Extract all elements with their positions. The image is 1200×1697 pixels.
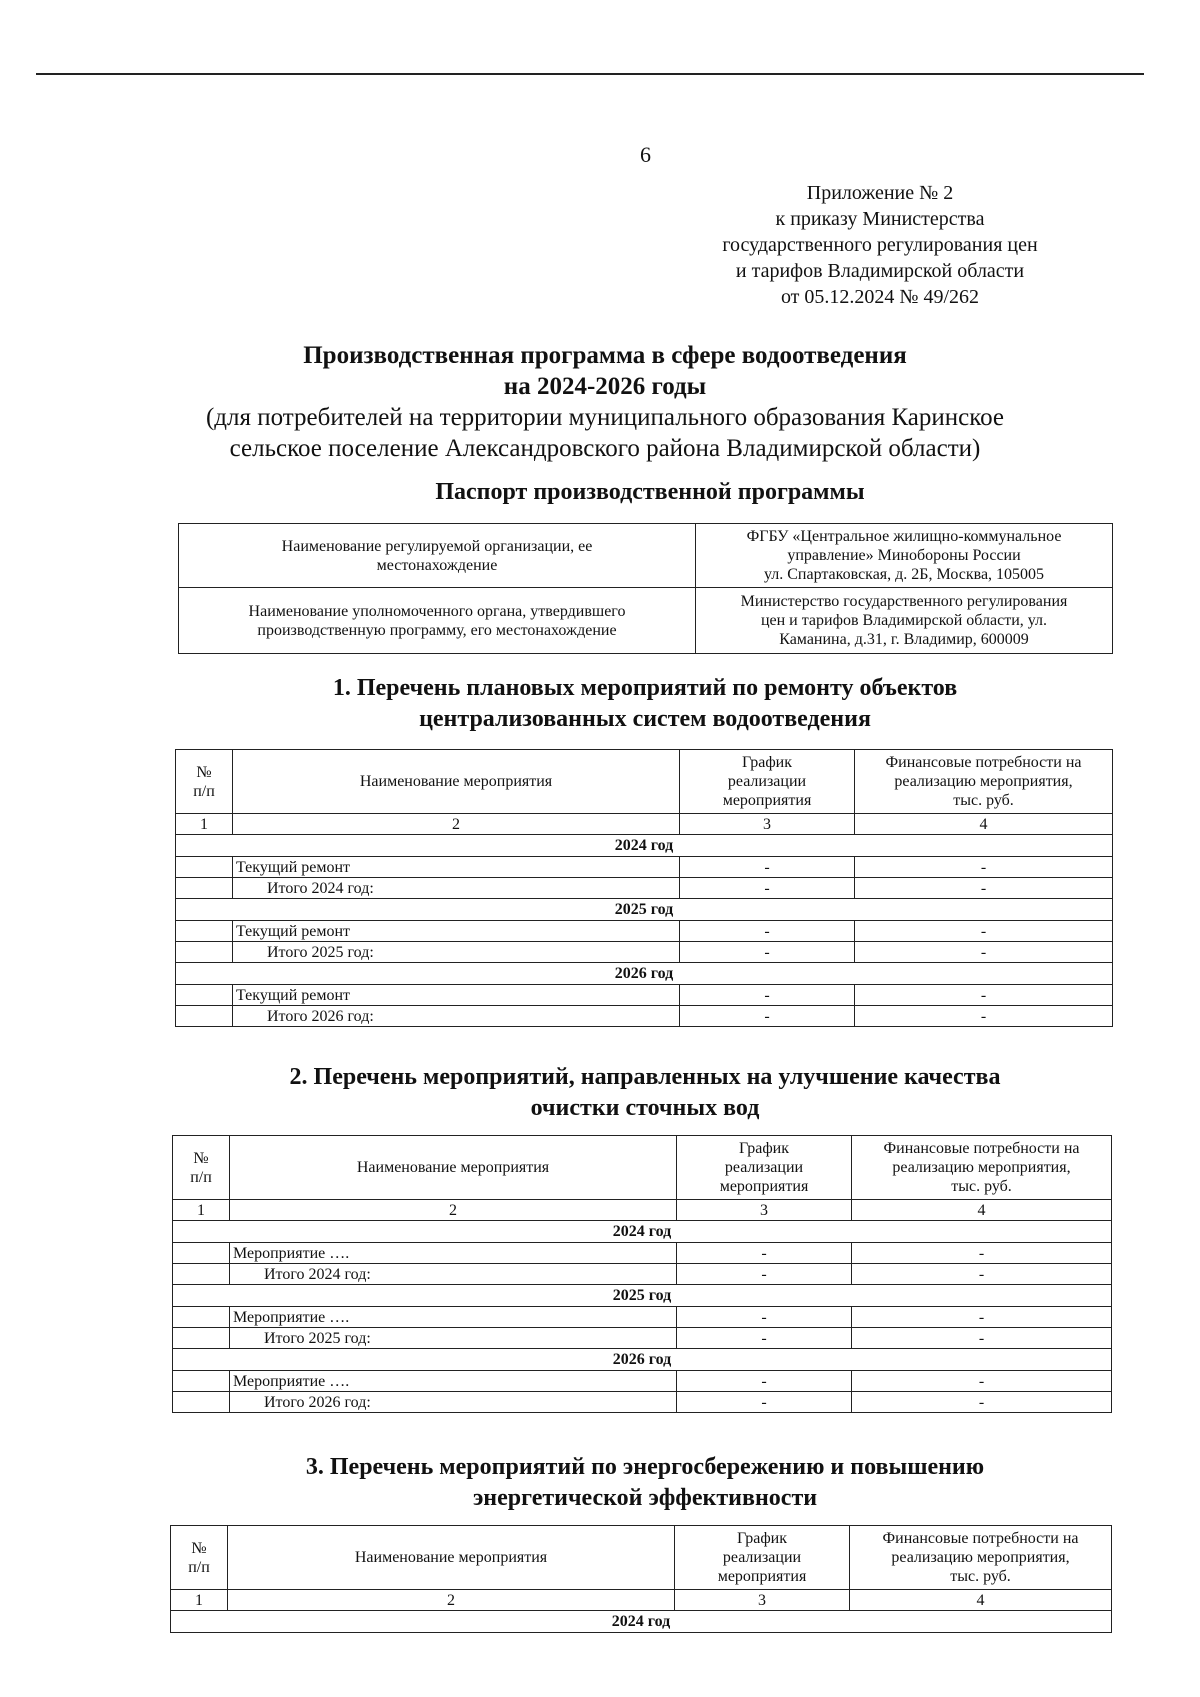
passport-value: Министерство государственного регулирования цен и тарифов Владимирской области, ул. Каманина, д.31, г. Владимир, 600009 xyxy=(696,588,1113,654)
col-number-row: 1 2 3 4 xyxy=(171,1590,1112,1611)
subtitle-line: сельское поселение Александровского района Владимирской области) xyxy=(229,435,981,462)
total-row: Итого 2026 год: - - xyxy=(173,1392,1112,1413)
header-num: № п/п xyxy=(171,1526,228,1590)
title-line: на 2024-2026 годы xyxy=(503,373,707,400)
header-num: № п/п xyxy=(173,1136,230,1200)
passport-title: Паспорт производственной программы xyxy=(435,479,865,505)
header-schedule: График реализации мероприятия xyxy=(680,750,855,814)
passport-value: ФГБУ «Центральное жилищно-коммунальное управление» Минобороны России ул. Спартаковская, д. 2Б, Москва, 105005 xyxy=(696,524,1113,588)
year-row: 2026 год xyxy=(176,963,1113,985)
top-rule xyxy=(36,73,1144,75)
section2-title: 2. Перечень мероприятий, направленных на улучшение качества очистки сточных вод xyxy=(289,1064,1001,1121)
section3-table xyxy=(170,1525,1112,1633)
passport-label: Наименование регулируемой организации, ее местонахождение xyxy=(179,524,696,588)
header-finance: Финансовые потребности на реализацию мероприятия, тыс. руб. xyxy=(852,1136,1112,1200)
header-num: № п/п xyxy=(176,750,233,814)
header-name: Наименование мероприятия xyxy=(233,750,680,814)
appendix-line: Приложение № 2 xyxy=(806,182,954,204)
section2-table xyxy=(172,1135,1112,1413)
title-line: Производственная программа в сфере водоотведения xyxy=(303,342,907,369)
header-finance: Финансовые потребности на реализацию мероприятия, тыс. руб. xyxy=(855,750,1113,814)
page-number: 6 xyxy=(640,142,651,167)
table-header-row xyxy=(173,1136,1112,1200)
header-name: Наименование мероприятия xyxy=(230,1136,677,1200)
table-row xyxy=(179,524,1113,588)
total-row: Итого 2024 год: - - xyxy=(176,878,1113,899)
appendix-line: от 05.12.2024 № 49/262 xyxy=(780,286,980,308)
passport-label: Наименование уполномоченного органа, утвердившего производственную программу, его местонахождение xyxy=(179,588,696,654)
col-number-row: 1 2 3 4 xyxy=(176,814,1113,835)
table-row: Текущий ремонт - - xyxy=(176,985,1113,1006)
header-schedule: График реализации мероприятия xyxy=(677,1136,852,1200)
appendix-line: к приказу Министерства xyxy=(775,208,985,230)
header-schedule: График реализации мероприятия xyxy=(675,1526,850,1590)
appendix-line: и тарифов Владимирской области xyxy=(735,260,1025,282)
table-row xyxy=(179,588,1113,654)
table-header-row xyxy=(176,750,1113,814)
total-row: Итого 2024 год: - - xyxy=(173,1264,1112,1285)
year-row: 2026 год xyxy=(173,1349,1112,1371)
year-row: 2025 год xyxy=(173,1285,1112,1307)
year-row: 2024 год xyxy=(171,1611,1112,1633)
table-header-row xyxy=(171,1526,1112,1590)
appendix-block xyxy=(680,180,1080,310)
table-row: Текущий ремонт - - xyxy=(176,921,1113,942)
table-row: Текущий ремонт - - xyxy=(176,857,1113,878)
col-number-row: 1 2 3 4 xyxy=(173,1200,1112,1221)
section3-title: 3. Перечень мероприятий по энергосбережению и повышению энергетической эффективности xyxy=(305,1454,985,1511)
section1-title: 1. Перечень плановых мероприятий по ремонту объектов централизованных систем водоотведения xyxy=(332,675,958,732)
document-title xyxy=(140,340,1070,464)
header-finance: Финансовые потребности на реализацию мероприятия, тыс. руб. xyxy=(850,1526,1112,1590)
appendix-line: государственного регулирования цен xyxy=(722,234,1038,256)
passport-table xyxy=(178,523,1113,654)
header-name: Наименование мероприятия xyxy=(228,1526,675,1590)
total-row: Итого 2026 год: - - xyxy=(176,1006,1113,1027)
year-row: 2024 год xyxy=(173,1221,1112,1243)
year-row: 2024 год xyxy=(176,835,1113,857)
subtitle-line: (для потребителей на территории муниципального образования Каринское xyxy=(205,404,1005,431)
year-row: 2025 год xyxy=(176,899,1113,921)
section1-table xyxy=(175,749,1113,1027)
total-row: Итого 2025 год: - - xyxy=(176,942,1113,963)
table-row: Мероприятие …. - - xyxy=(173,1243,1112,1264)
table-row: Мероприятие …. - - xyxy=(173,1371,1112,1392)
total-row: Итого 2025 год: - - xyxy=(173,1328,1112,1349)
table-row: Мероприятие …. - - xyxy=(173,1307,1112,1328)
